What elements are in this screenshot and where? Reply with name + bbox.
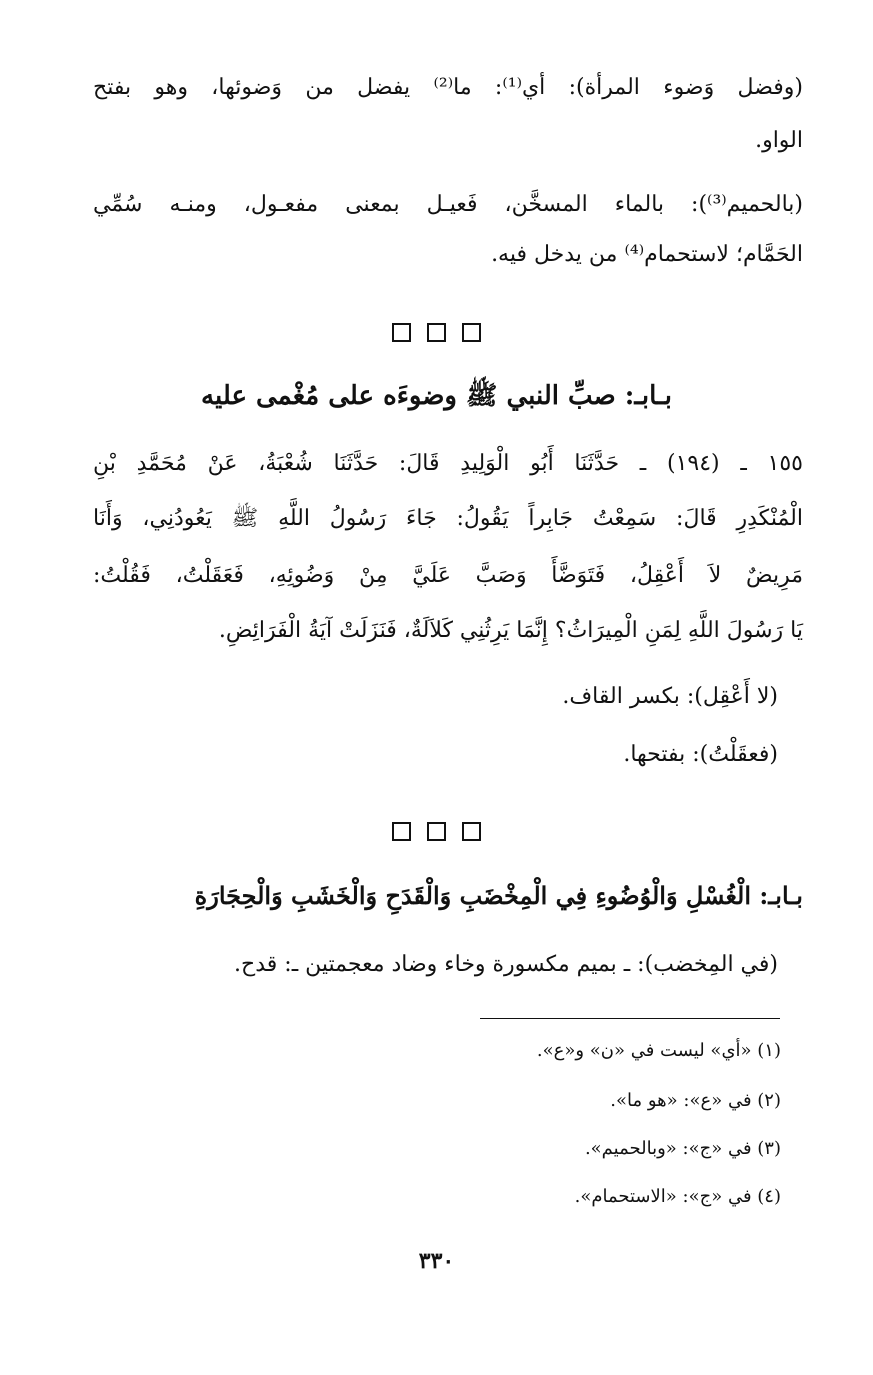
hadith-line: مَرِيضٌ لاَ أَعْقِلُ، فَتَوَضَّأَ وَصَبَّ عَلَيَّ مِنْ وَضُوئِهِ، فَعَقَلْتُ، فَقُلْتُ: [93, 563, 803, 588]
footnote: (٢) في «ع»: «هو ما». [610, 1090, 781, 1111]
separator-box [462, 822, 481, 841]
explanation-note: (في المِخضب): ـ بميم مكسورة وخاء وضاد معجمتين ـ: قدح. [234, 952, 778, 977]
explanation-note: (لا أَعْقِل): بكسر القاف. [562, 684, 778, 709]
chapter-heading: بـابـ: الْغُسْلِ وَالْوُضُوءِ فِي الْمِخْضَبِ وَالْقَدَحِ وَالْخَشَبِ وَالْحِجَارَةِ [194, 881, 803, 910]
paragraph-line: الحَمَّام؛ لاستحمام⁽⁴⁾ من يدخل فيه. [491, 242, 803, 267]
section-separator [0, 323, 873, 342]
explanation-note: (فعقَلْتُ): بفتحها. [623, 742, 778, 767]
section-separator [0, 822, 873, 841]
footnote-divider [480, 1018, 780, 1019]
footnote: (١) «أي» ليست في «ن» و«ع». [536, 1040, 781, 1061]
separator-box [392, 822, 411, 841]
page-number: ٣٣٠ [418, 1248, 455, 1274]
separator-box [462, 323, 481, 342]
hadith-line: ١٥٥ ـ (١٩٤) ـ حَدَّثَنَا أَبُو الْوَلِيدِ قَالَ: حَدَّثَنَا شُعْبَةُ، عَنْ مُحَمَّدِ بْنِ [93, 451, 803, 476]
chapter-heading: بـابـ: صبِّ النبي ﷺ وضوءَه على مُغْمى عليه [201, 381, 672, 411]
separator-box [392, 323, 411, 342]
footnote: (٤) في «ج»: «الاستحمام». [574, 1186, 781, 1207]
separator-box [427, 822, 446, 841]
paragraph-line: (وفضل وَضوء المرأة): أي⁽¹⁾: ما⁽²⁾ يفضل من وَضوئها، وهو بفتح [93, 75, 804, 100]
hadith-line: الْمُنْكَدِرِ قَالَ: سَمِعْتُ جَابِراً يَقُولُ: جَاءَ رَسُولُ اللَّهِ ﷺ يَعُودُنِي، وَأَنَا [93, 506, 803, 531]
paragraph-line: الواو. [755, 128, 803, 153]
paragraph-line: (بالحميم⁽³⁾): بالماء المسخَّن، فَعيـل بمعنى مفعـول، ومنـه سُمِّي [93, 192, 803, 217]
hadith-line: يَا رَسُولَ اللَّهِ لِمَنِ الْمِيرَاثُ؟ إِنَّمَا يَرِثُنِي كَلاَلَةٌ، فَنَزَلَتْ آيَةُ الْفَرَائِضِ. [218, 618, 803, 643]
footnote: (٣) في «ج»: «وبالحميم». [584, 1138, 781, 1159]
separator-box [427, 323, 446, 342]
